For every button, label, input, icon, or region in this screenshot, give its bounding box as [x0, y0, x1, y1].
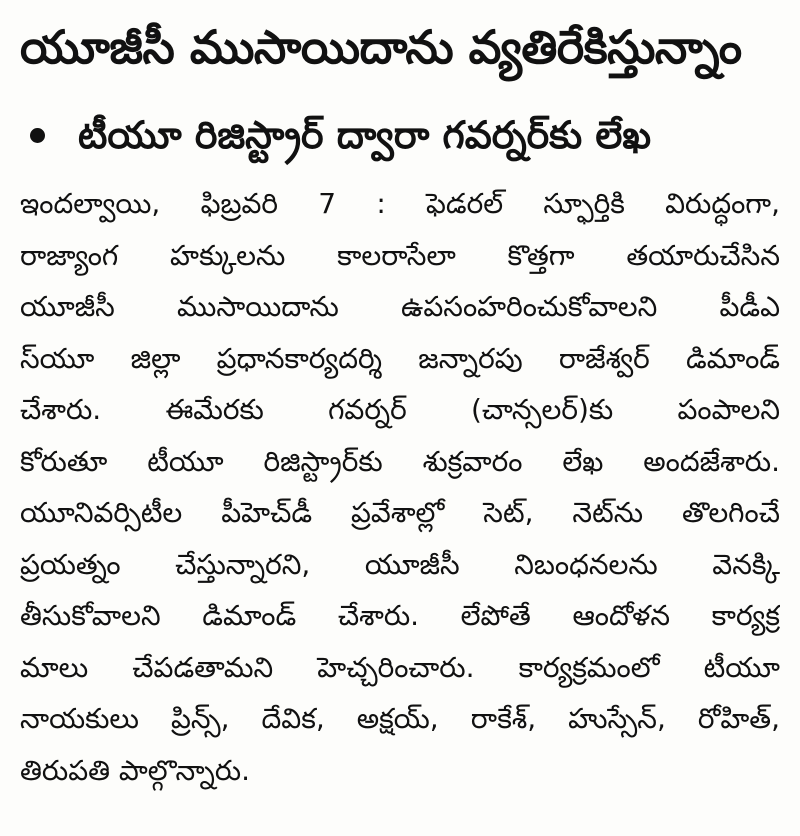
article-line: స్‌యూ జిల్లా ప్రధానకార్యదర్శి జన్నారపు రాజేశ్వర్ డిమాండ్	[20, 341, 780, 375]
article-line: తిరుపతి పాల్గొన్నారు.	[20, 753, 251, 787]
article-body	[20, 178, 780, 802]
subheadline-row	[20, 104, 780, 166]
article-line: యూజీసీ ముసాయిదాను ఉపసంహరించుకోవాలని పీడీఎ	[20, 290, 780, 323]
article-line: ప్రయత్నం చేస్తున్నారని, యూజీసీ నిబంధనలను వెనక్కి	[20, 547, 780, 581]
subheadline: టీయూ రిజిస్ట్రార్ ద్వారా గవర్నర్‌కు లేఖ	[78, 113, 652, 157]
article-line: యూనివర్సిటీల పీహెచ్‌డీ ప్రవేశాల్లో సెట్, నెట్‌ను తొలగించే	[20, 496, 780, 529]
article-line: చేశారు. ఈమేరకు గవర్నర్ (చాన్సలర్)కు పంపాలని	[20, 393, 780, 426]
article-line: కోరుతూ టీయూ రిజిస్ట్రార్‌కు శుక్రవారం లేఖ అందజేశారు.	[20, 444, 780, 478]
article-line: తీసుకోవాలని డిమాండ్ చేశారు. లేపోతే ఆందోళన కార్యక్ర	[20, 599, 780, 632]
article-line: నాయకులు ప్రిన్స్, దేవిక, అక్షయ్, రాకేశ్, హుస్సేన్, రోహిత్,	[20, 702, 780, 735]
bullet-icon	[30, 128, 45, 143]
article-line: ఇందల్వాయి, ఫిబ్రవరి 7 : ఫెడరల్ స్ఫూర్తికి విరుద్ధంగా,	[20, 187, 780, 220]
headline: యూజీసీ ముసాయిదాను వ్యతిరేకిస్తున్నాం	[20, 20, 742, 74]
article-line: మాలు చేపడతామని హెచ్చరించారు. కార్యక్రమంలో టీయూ	[20, 650, 780, 684]
article-line: రాజ్యాంగ హక్కులను కాలరాసేలా కొత్తగా తయారుచేసిన	[20, 238, 780, 272]
